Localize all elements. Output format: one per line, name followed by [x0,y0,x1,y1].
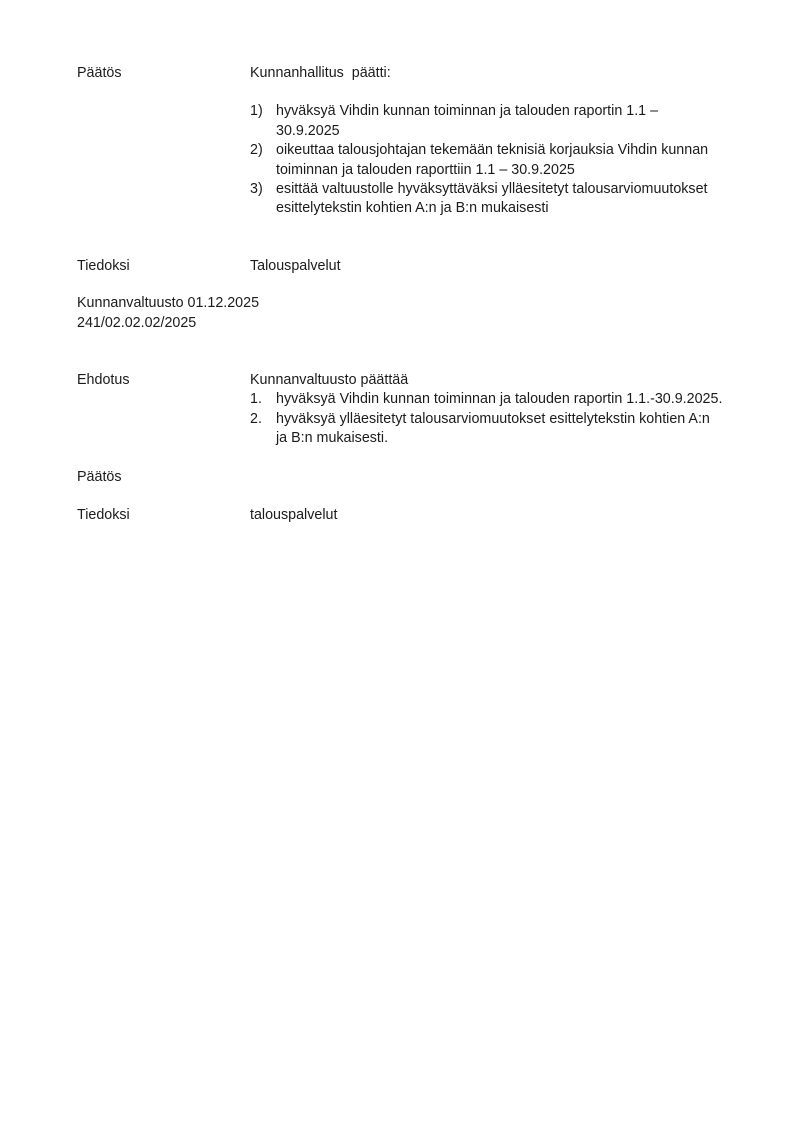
proposal-list [250,390,724,448]
list-item-text: oikeuttaa talousjohtajan tekemään teknisiä korjauksia Vihdin kunnan [276,142,709,159]
decision-1-label: Päätös [77,65,122,81]
decision-1-list [77,102,724,218]
list-item-text: hyväksyä Vihdin kunnan toiminnan ja talouden raportin 1.1 – [276,103,659,120]
list-item-text: hyväksyä ylläesitetyt talousarviomuutokset esittelytekstin kohtien A:n [276,410,710,427]
list-item [250,390,724,409]
list-item [250,141,724,180]
list-item-marker: 1) [250,103,263,120]
section-decision-1 [77,64,724,83]
list-item-text: hyväksyä Vihdin kunnan toiminnan ja talouden raportin 1.1.-30.9.2025. [276,391,723,408]
proposal-label: Ehdotus [77,372,130,389]
section-notify-1 [77,257,724,276]
list-item-marker: 1. [250,391,262,408]
notify-2-text: talouspalvelut [250,507,338,524]
meeting-body-and-date: Kunnanvaltuusto 01.12.2025 [77,295,260,312]
list-item [250,410,724,449]
notify-2-label: Tiedoksi [77,507,130,524]
proposal-intro: Kunnanvaltuusto päättää [250,372,409,389]
section-proposal [77,371,724,449]
section-decision-2 [77,468,724,487]
decision-2-label: Päätös [77,468,122,485]
notify-1-label: Tiedoksi [77,257,130,274]
decision-1-intro: Kunnanhallitus päätti: [250,65,391,81]
list-item-marker: 2) [250,142,263,159]
list-item-text: toiminnan ja talouden raporttiin 1.1 – 30.9.2025 [276,161,575,178]
list-item-marker: 2. [250,410,262,427]
list-item-text: 30.9.2025 [276,122,340,139]
list-item-text: ja B:n mukaisesti. [276,430,389,447]
list-item [250,102,724,141]
list-item-text: esittää valtuustolle hyväksyttäväksi ylläesitetyt talousarviomuutokset [276,181,708,198]
list-item [250,180,724,219]
notify-1-text: Talouspalvelut [250,257,341,274]
list-item-marker: 3) [250,181,263,198]
meeting-reference [77,294,724,333]
section-notify-2 [77,506,724,525]
case-number: 241/02.02.02/2025 [77,314,197,331]
list-item-text: esittelytekstin kohtien A:n ja B:n mukaisesti [276,200,549,217]
